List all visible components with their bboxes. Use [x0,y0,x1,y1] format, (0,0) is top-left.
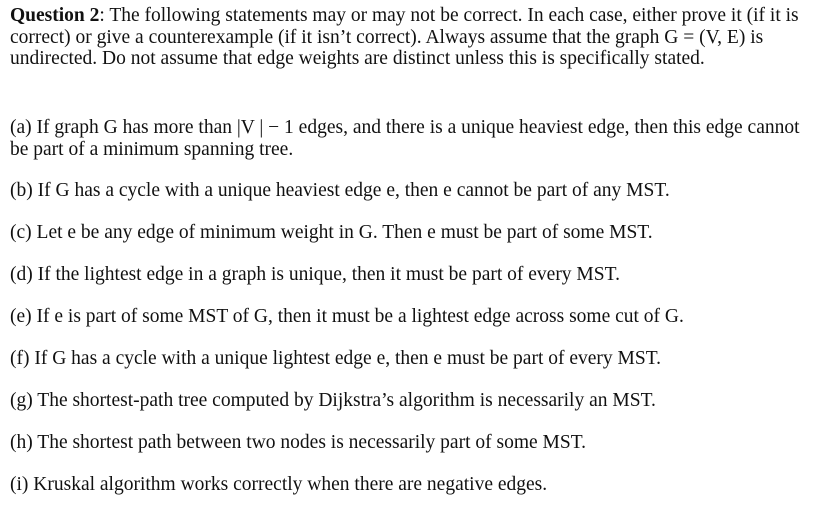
item-d [10,264,806,286]
item-marker: (d) [10,264,33,285]
item-marker: (h) [10,432,33,453]
item-text: If G has a cycle with a unique lightest edge e, then e must be part of every MST. [34,348,662,369]
item-text: If graph G has more than |V | − 1 edges, and there is a unique heaviest edge, then this edge cannot be part of a minimum spanning tree. [10,117,800,160]
item-text: If e is part of some MST of G, then it must be a lightest edge across some cut of G. [36,306,684,327]
question-label: Question 2 [10,5,100,26]
item-i [10,474,806,496]
item-text: The shortest path between two nodes is necessarily part of some MST. [37,432,587,453]
item-marker: (g) [10,390,33,411]
item-f [10,348,806,370]
item-text: If G has a cycle with a unique heaviest edge e, then e cannot be part of any MST. [37,180,670,201]
question-intro [10,5,806,70]
item-text: Kruskal algorithm works correctly when there are negative edges. [33,474,548,495]
question-document [10,5,806,495]
item-b [10,180,806,202]
item-g [10,390,806,412]
item-marker: (e) [10,306,32,327]
item-text: If the lightest edge in a graph is unique, then it must be part of every MST. [37,264,620,285]
item-marker: (f) [10,348,30,369]
item-e [10,306,806,328]
item-marker: (a) [10,117,32,138]
item-h [10,432,806,454]
item-text: Let e be any edge of minimum weight in G. Then e must be part of some MST. [36,222,653,243]
question-intro-text: : The following statements may or may not be correct. In each case, either prove it (if it is correct) or give a counterexample (if it isn’t correct). Always assume that the graph G = (V, E) is undirected. Do not assume that edge weights are distinct unless this is specifically stated. [10,5,799,69]
item-marker: (i) [10,474,29,495]
item-text: The shortest-path tree computed by Dijkstra’s algorithm is necessarily an MST. [37,390,656,411]
item-marker: (c) [10,222,32,243]
item-a [10,117,806,160]
item-c [10,222,806,244]
item-marker: (b) [10,180,33,201]
